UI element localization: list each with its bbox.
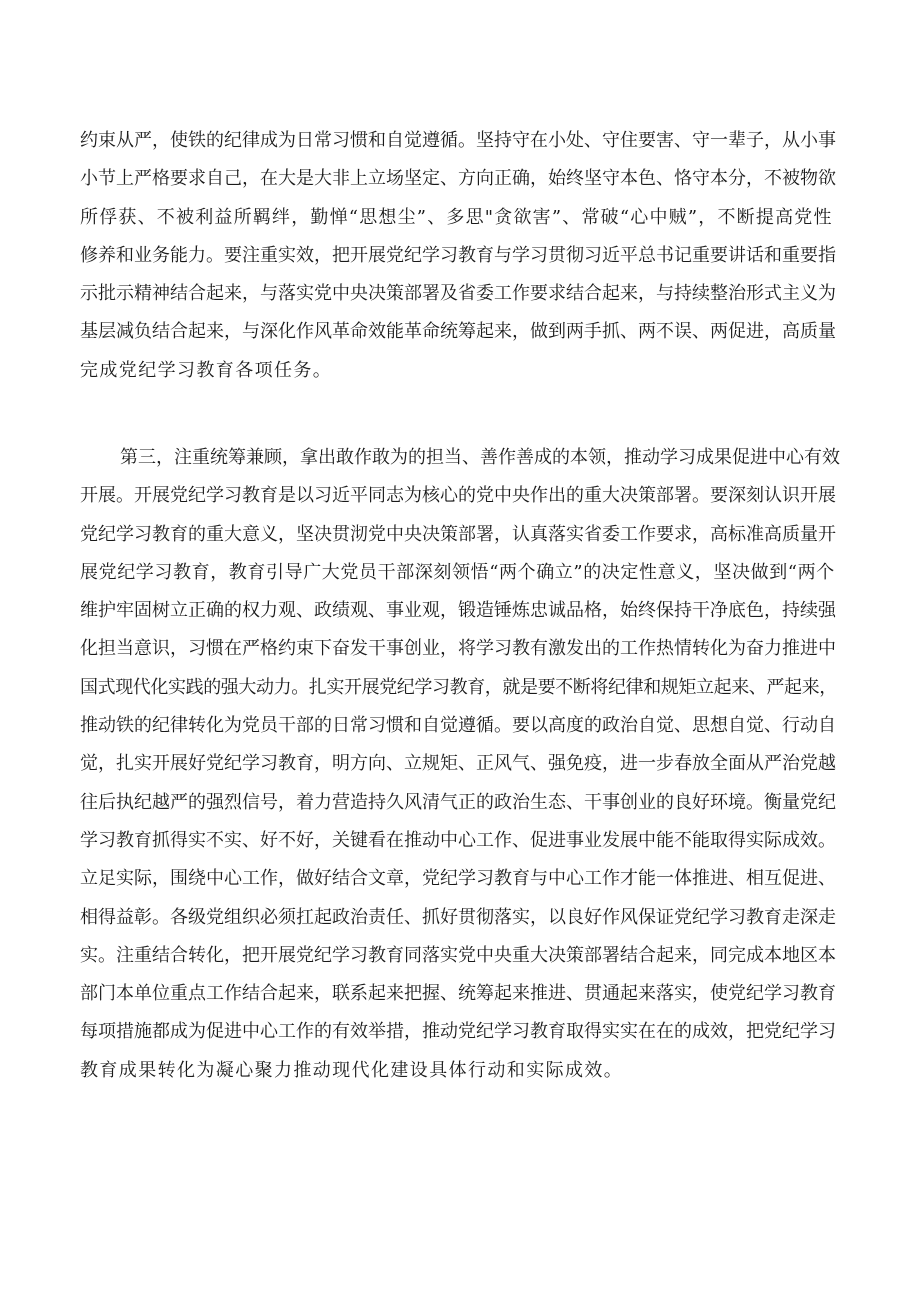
paragraph-line: 小节上严格要求自己，在大是大非上立场坚定、方向正确，始终坚守本色、恪守本分，不被物欲 bbox=[80, 168, 836, 190]
paragraph-line: 完成党纪学习教育各项任务。 bbox=[80, 359, 333, 381]
paragraph-line: 教育成果转化为凝心聚力推动现代化建设具体行动和实际成效。 bbox=[80, 1059, 624, 1081]
paragraph-line: 修养和业务能力。要注重实效，把开展党纪学习教育与学习贯彻习近平总书记重要讲话和重要指 bbox=[80, 244, 836, 266]
paragraph-line: 党纪学习教育的重大意义，坚决贯沏党中央决策部署，认真落实省委工作要求，高标准高质量开 bbox=[80, 523, 836, 545]
paragraph-line: 立足实际，围绕中心工作，做好结合文章，党纪学习教育与中心工作才能一体推进、相互促进、 bbox=[80, 868, 836, 890]
paragraph-line: 觉，扎实开展好党纪学习教育，明方向、立规矩、正风气、强免疫，进一步春放全面从严治党越 bbox=[80, 753, 836, 775]
paragraph-line: 往后执纪越严的强烈信号，着力营造持久风清气正的政治生态、干事创业的良好环境。衡量党纪 bbox=[80, 791, 836, 813]
paragraph-line: 维护牢固树立正确的权力观、政绩观、事业观，锻造锤炼忠诚品格，始终保持干净底色，持续强 bbox=[80, 600, 836, 622]
paragraph-2 bbox=[80, 439, 840, 1090]
paragraph-line: 所俘获、不被利益所羁绊，勤惮“思想尘”、多思"贪欲害”、常破“心中贼”，不断提高党性 bbox=[80, 206, 833, 228]
paragraph-line: 部门本单位重点工作结合起来，联系起来把握、统筹起来推进、贯通起来落实，使党纪学习教育 bbox=[80, 983, 836, 1005]
paragraph-line: 第三，注重统筹兼顾，拿出敢作敢为的担当、善作善成的本领，推动学习成果促进中心有效 bbox=[120, 447, 840, 468]
paragraph-line: 展党纪学习教育，教育引导广大党员干部深刻领悟“两个确立”的决定性意义，坚决做到“两个 bbox=[80, 561, 835, 583]
paragraph-line: 开展。开展党纪学习教育是以习近平同志为核心的党中央作出的重大决策部署。要深刻认识开展 bbox=[80, 485, 836, 507]
paragraph-1 bbox=[80, 122, 840, 390]
paragraph-line: 实。注重结合转化，把开展党纪学习教育同落实党中央重大决策部署结合起来，同完成本地区本 bbox=[80, 944, 836, 966]
paragraph-line: 每项措施都成为促进中心工作的有效举措，推动党纪学习教育取得实实在在的成效，把党纪学习 bbox=[80, 1021, 836, 1043]
paragraph-line: 推动铁的纪律转化为党员干部的日常习惯和自觉遵循。要以高度的政治自觉、思想自觉、行动自 bbox=[80, 715, 836, 737]
paragraph-line: 国式现代化实践的强大动力。扎实开展党纪学习教育，就是要不断将纪律和规矩立起来、严起来， bbox=[80, 676, 837, 698]
paragraph-line: 相得益彰。各级党组织必须扛起政治责任、抓好贯彻落实，以良好作风保证党纪学习教育走深走 bbox=[80, 906, 836, 928]
paragraph-line: 化担当意识，习惯在严格约束下奋发干事创业，将学习教有激发出的工作热情转化为奋力推进中 bbox=[80, 638, 836, 660]
paragraph-line: 学习教育抓得实不实、好不好，关键看在推动中心工作、促进事业发展中能不能取得实际成效。 bbox=[80, 829, 836, 851]
paragraph-line: 基层减负结合起来，与深化作风革命效能革命统筹起来，做到两手抓、两不误、两促进，高质量 bbox=[80, 321, 836, 343]
paragraph-line: 示批示精神结合起来，与落实党中央决策部署及省委工作要求结合起来，与持续整治形式主义为 bbox=[80, 283, 836, 305]
paragraph-line: 约束从严，使铁的纪律成为日常习惯和自觉遵循。坚持守在小处、守住要害、守一辈子，从小事 bbox=[80, 130, 836, 151]
